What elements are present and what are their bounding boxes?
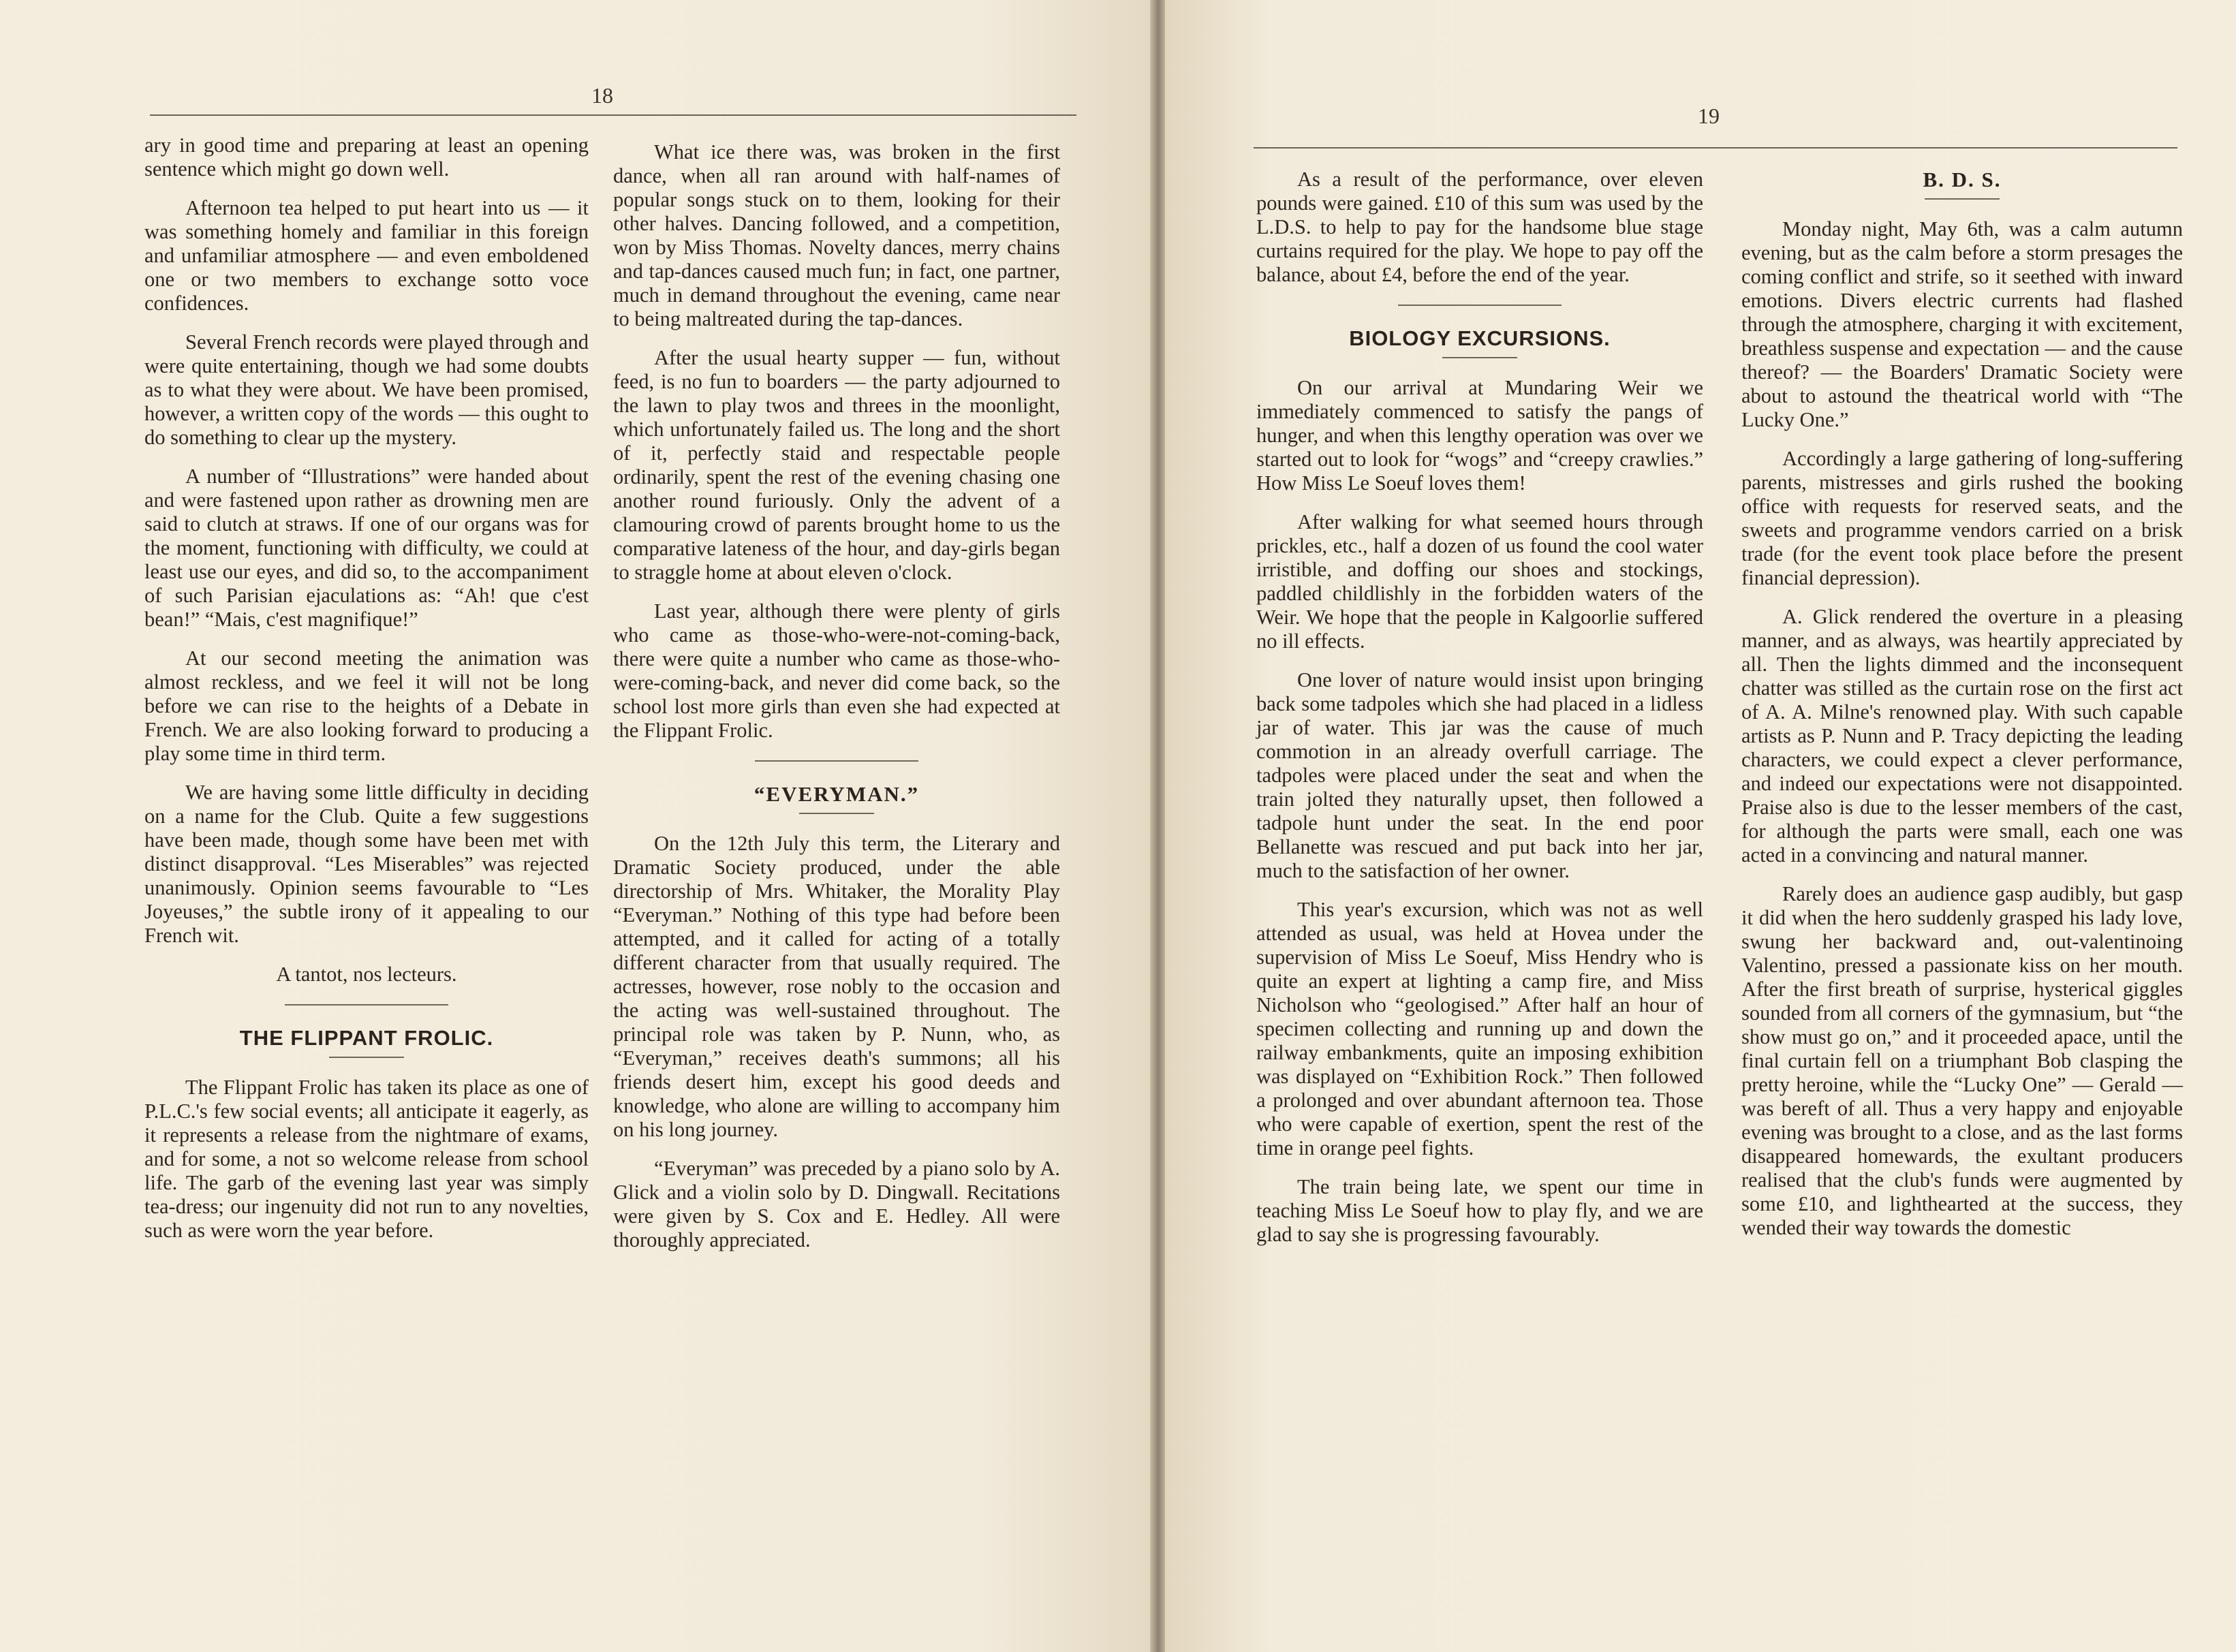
paragraph: Afternoon tea helped to put heart into us — it was something homely and familiar in this foreign and unfamiliar atmosphere — and even emboldened one or two members to exchange sotto voce confidences. [144,196,589,315]
left-column [144,134,589,1258]
section-divider [1398,305,1562,306]
sign-off: A tantot, nos lecteurs. [276,963,457,986]
header-rule [1254,147,2177,149]
left-column [1256,168,1703,1262]
paragraph: One lover of nature would insist upon bringing back some tadpoles which she had placed in a lidless jar of water. This jar was the cause of much commotion in an already overfull carriage. The tadpoles were placed under the seat and when the train jolted they naturally upset, then followed a tadpole hunt under the seat. In the end poor Bellanette was rescued and put back into her jar, much to the satisfaction of her owner. [1256,668,1703,882]
paragraph: Monday night, May 6th, was a calm autumn evening, but as the calm before a storm presages the coming conflict and strife, so it seethed with inward emotions. Divers electric currents had flashed through the atmosphere, charging it with excitement, breathless suspense and expectation — and the cause thereof? — the Boarders' Dramatic Society were about to astound the theatrical world with “The Lucky One.” [1741,217,2183,431]
paragraph: What ice there was, was broken in the first dance, when all ran around with half-names of popular songs stuck on to them, looking for their other halves. Dancing followed, and a competition, won by Miss Thomas. Novelty dances, merry chains and tap-dances caused much fun; in fact, one partner, much in demand throughout the evening, came near to being maltreated during the tap-dances. [613,140,1060,330]
heading-underline [1925,198,2000,200]
paragraph: On our arrival at Mundaring Weir we immediately commenced to satisfy the pangs of hunger, and when this lengthy operation was over we started out to look for “wogs” and “creepy crawlies.” How Miss Le Soeuf loves them! [1256,376,1703,495]
paragraph: We are having some little difficulty in deciding on a name for the Club. Quite a few suggestions have been made, though some have been met with distinct disapproval. “Les Miserables” was rejected unanimously. Opinion seems favourable to “Les Joyeuses,” the subtle irony of it appealing to our French wit. [144,781,589,947]
paragraph: Accordingly a large gathering of long-suffering parents, mistresses and girls rushed the booking office with requests for reserved seats, and the sweets and programme vendors carried on a brisk trade (for the event took place before the present financial depression). [1741,447,2183,589]
paragraph: “Everyman” was preceded by a piano solo by A. Glick and a violin solo by D. Dingwall. Recitations were given by S. Cox and E. Hedley. All were thoroughly appreciated. [613,1157,1060,1251]
heading-underline [329,1057,404,1058]
section-divider [285,1004,448,1006]
book-gutter [1150,0,1166,1652]
page-number: 18 [591,83,613,108]
heading-underline [799,813,874,814]
paragraph: Rarely does an audience gasp audibly, but gasp it did when the hero suddenly grasped his lady love, swung her backward and, out-valentinoing Valentino, pressed a passionate kiss on her mouth. After the first breath of surprise, hysterical giggles sounded from all corners of the gymnasium, but “the show must go on,” and it proceeded apace, until the final curtain fell on a triumphant Bob clasping the pretty heroine, while the “Lucky One” — Gerald — was bereft of all. Thus a very happy and enjoyable evening was brought to a close, and as the last forms disappeared homewards, the exultant producers realised that the club's funds were augmented by some £10, and lighthearted at the success, they wended their way towards the domestic [1741,882,2183,1239]
section-heading: BIOLOGY EXCURSIONS. [1349,326,1611,350]
paragraph: Several French records were played through and were quite entertaining, though we had some doubts as to what they were about. We have been promised, however, a written copy of the words — this ought to do something to clear up the mystery. [144,330,589,449]
paragraph: On the 12th July this term, the Literary and Dramatic Society produced, under the able directorship of Mrs. Whitaker, the Morality Play “Everyman.” Nothing of this type had before been attempted, and it called for acting of a totally different character from that usually required. The actresses, however, rose nobly to the occasion and the acting was well-sustained throughout. The principal role was taken by P. Nunn, who, as “Everyman,” receives death's summons; all his friends desert him, except his good deeds and knowledge, who alone are willing to accompany him on his long journey. [613,832,1060,1141]
right-column [1741,163,2183,1255]
section-heading: THE FLIPPANT FROLIC. [239,1026,494,1050]
section-divider [755,760,918,762]
right-column [613,140,1060,1267]
paragraph: A. Glick rendered the overture in a pleasing manner, and as always, was heartily appreciated by all. Then the lights dimmed and the inconsequent chatter was stilled as the curtain rose on the first act of A. A. Milne's renowned play. With such capable artists as P. Nunn and P. Tracy depicting the leading characters, we could expect a clever performance, and indeed our expectations were not disappointed. Praise also is due to the lesser members of the cast, for although the parts were small, each one was acted in a convincing and natural manner. [1741,605,2183,867]
paragraph: The Flippant Frolic has taken its place as one of P.L.C.'s few social events; all anticipate it eagerly, as it represents a release from the nightmare of exams, and for some, a not so welcome release from school life. The garb of the evening last year was simply tea-dress; our ingenuity did not run to any novelties, such as were worn the year before. [144,1076,589,1242]
paragraph: A number of “Illustrations” were handed about and were fastened upon rather as drowning men are said to clutch at straws. If one of our organs was for the moment, functioning with difficulty, we could at least use our eyes, and did so, to the accompaniment of such Parisian ejaculations as: “Ah! que c'est bean!” “Mais, c'est magnifique!” [144,465,589,631]
paragraph: After the usual hearty supper — fun, without feed, is no fun to boarders — the party adjourned to the lawn to play twos and threes in the moonlight, which unfortunately failed us. The long and the short of it, perfectly staid and respectable people ordinarily, spent the rest of the evening chasing one another round furiously. Only the advent of a clamouring crowd of parents brought home to us the comparative lateness of the hour, and day-girls began to straggle home at about eleven o'clock. [613,346,1060,584]
paragraph: At our second meeting the animation was almost reckless, and we feel it will not be long before we can rise to the heights of a Debate in French. We are also looking forward to producing a play some time in third term. [144,646,589,765]
paragraph: This year's excursion, which was not as well attended as usual, was held at Hovea under the supervision of Miss Le Soeuf, Miss Hendry who is quite an expert at lighting a camp fire, and Miss Nicholson who “geologised.” After half an hour of specimen collecting and running up and down the railway embankments, quite an imposing exhibition was displayed on “Exhibition Rock.” Then followed a prolonged and over abundant afternoon tea. Those who were capable of exertion, spent the rest of the time in orange peel fights. [1256,898,1703,1159]
section-heading: B. D. S. [1923,168,2002,191]
paragraph: As a result of the performance, over eleven pounds were gained. £10 of this sum was used by the L.D.S. to help to pay for the handsome blue stage curtains required for the play. We hope to pay off the balance, about £4, before the end of the year. [1256,168,1703,286]
paragraph: After walking for what seemed hours through prickles, etc., half a dozen of us found the cool water irristible, and doffing our shoes and stockings, paddled childlishly in the forbidden waters of the Weir. We hope that the people in Kalgoorlie suffered no ill effects. [1256,510,1703,653]
heading-underline [1442,357,1517,358]
paragraph: The train being late, we spent our time in teaching Miss Le Soeuf how to play fly, and we are glad to say she is progressing favourably. [1256,1175,1703,1246]
paragraph: Last year, although there were plenty of girls who came as those-who-were-not-coming-back, there were quite a number who came as those-who-were-coming-back, and never did come back, so the school lost more girls than even she had expected at the Flippant Frolic. [613,599,1060,742]
section-heading: “EVERYMAN.” [754,782,920,806]
header-rule [150,114,1076,116]
right-page [1165,0,2236,1652]
page-number: 19 [1698,104,1720,128]
paragraph: ary in good time and preparing at least an opening sentence which might go down well. [144,134,589,181]
